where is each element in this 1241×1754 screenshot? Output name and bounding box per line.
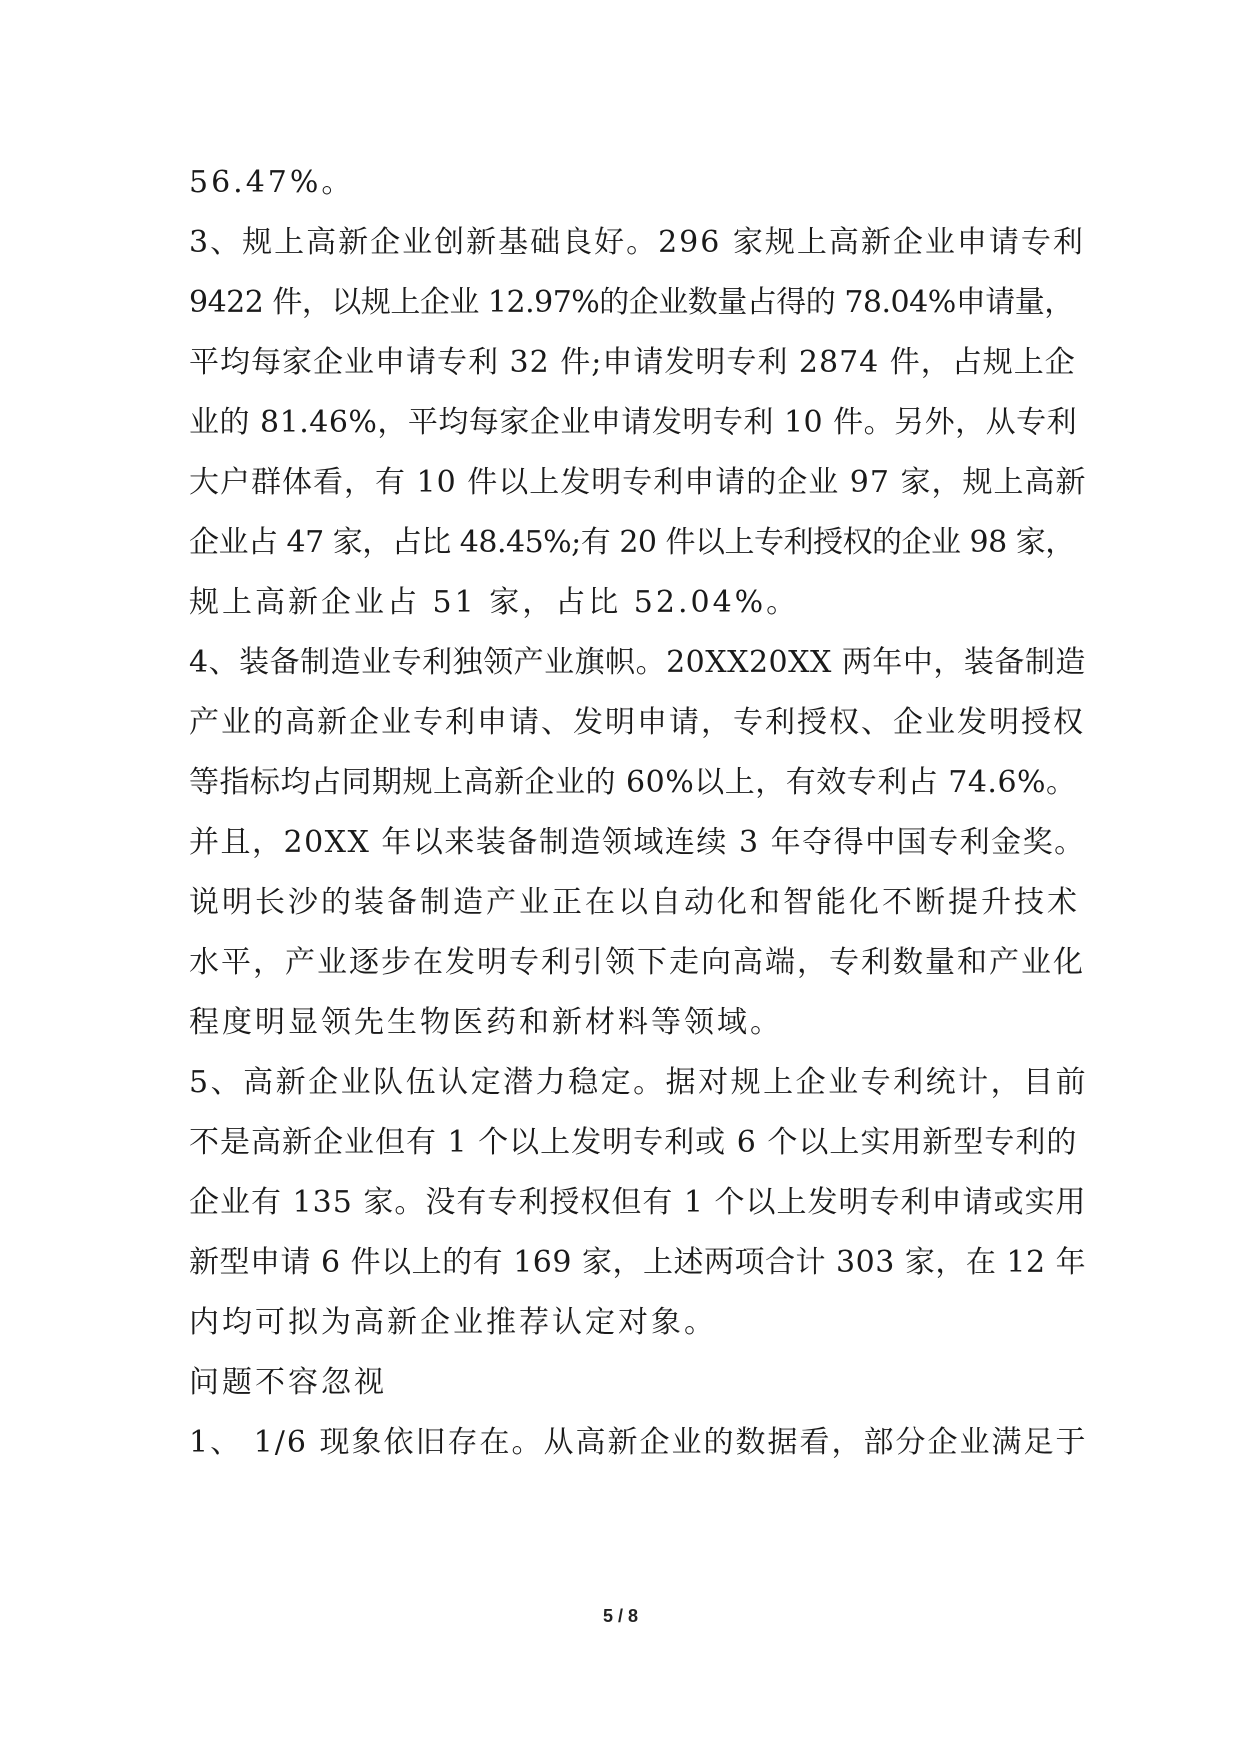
- text-line: 9422 件，以规上企业 12.97%的企业数量占得的 78.04%申请量，: [189, 285, 1074, 320]
- text-line: 大户群体看，有 10 件以上发明专利申请的企业 97 家，规上高新: [189, 465, 1087, 500]
- text-line: 程度明显领先生物医药和新材料等领域。: [189, 1005, 783, 1040]
- text-line: 56.47%。: [189, 165, 355, 200]
- text-line: 业的 81.46%，平均每家企业申请发明专利 10 件。另外，从专利: [189, 405, 1078, 440]
- section-heading: 问题不容忽视: [189, 1365, 387, 1400]
- text-line: 企业占 47 家，占比 48.45%;有 20 件以上专利授权的企业 98 家，: [189, 525, 1075, 560]
- text-line: 平均每家企业申请专利 32 件;申请发明专利 2874 件，占规上企: [189, 345, 1076, 380]
- text-line: 规上高新企业占 51 家，占比 52.04%。: [189, 585, 800, 620]
- text-line: 1、 1/6 现象依旧存在。从高新企业的数据看，部分企业满足于: [189, 1425, 1088, 1460]
- text-line: 并且，20XX 年以来装备制造领域连续 3 年夺得中国专利金奖。: [189, 825, 1086, 860]
- text-line: 水平，产业逐步在发明专利引领下走向高端，专利数量和产业化: [189, 945, 1085, 980]
- text-line: 企业有 135 家。没有专利授权但有 1 个以上发明专利申请或实用: [189, 1185, 1087, 1220]
- text-line: 等指标均占同期规上高新企业的 60%以上，有效专利占 74.6%。: [189, 765, 1077, 800]
- text-line: 3、规上高新企业创新基础良好。296 家规上高新企业申请专利: [189, 225, 1085, 260]
- text-line: 说明长沙的装备制造产业正在以自动化和智能化不断提升技术: [189, 885, 1080, 920]
- text-line: 不是高新企业但有 1 个以上发明专利或 6 个以上实用新型专利的: [189, 1125, 1078, 1160]
- page-number: 5 / 8: [602, 1606, 639, 1626]
- text-line: 4、装备制造业专利独领产业旗帜。20XX20XX 两年中，装备制造: [189, 645, 1086, 680]
- text-line: 内均可拟为高新企业推荐认定对象。: [189, 1305, 717, 1340]
- text-line: 产业的高新企业专利申请、发明申请，专利授权、企业发明授权: [189, 705, 1085, 740]
- text-line: 5、高新企业队伍认定潜力稳定。据对规上企业专利统计，目前: [189, 1065, 1089, 1100]
- text-line: 新型申请 6 件以上的有 169 家，上述两项合计 303 家，在 12 年: [189, 1245, 1087, 1280]
